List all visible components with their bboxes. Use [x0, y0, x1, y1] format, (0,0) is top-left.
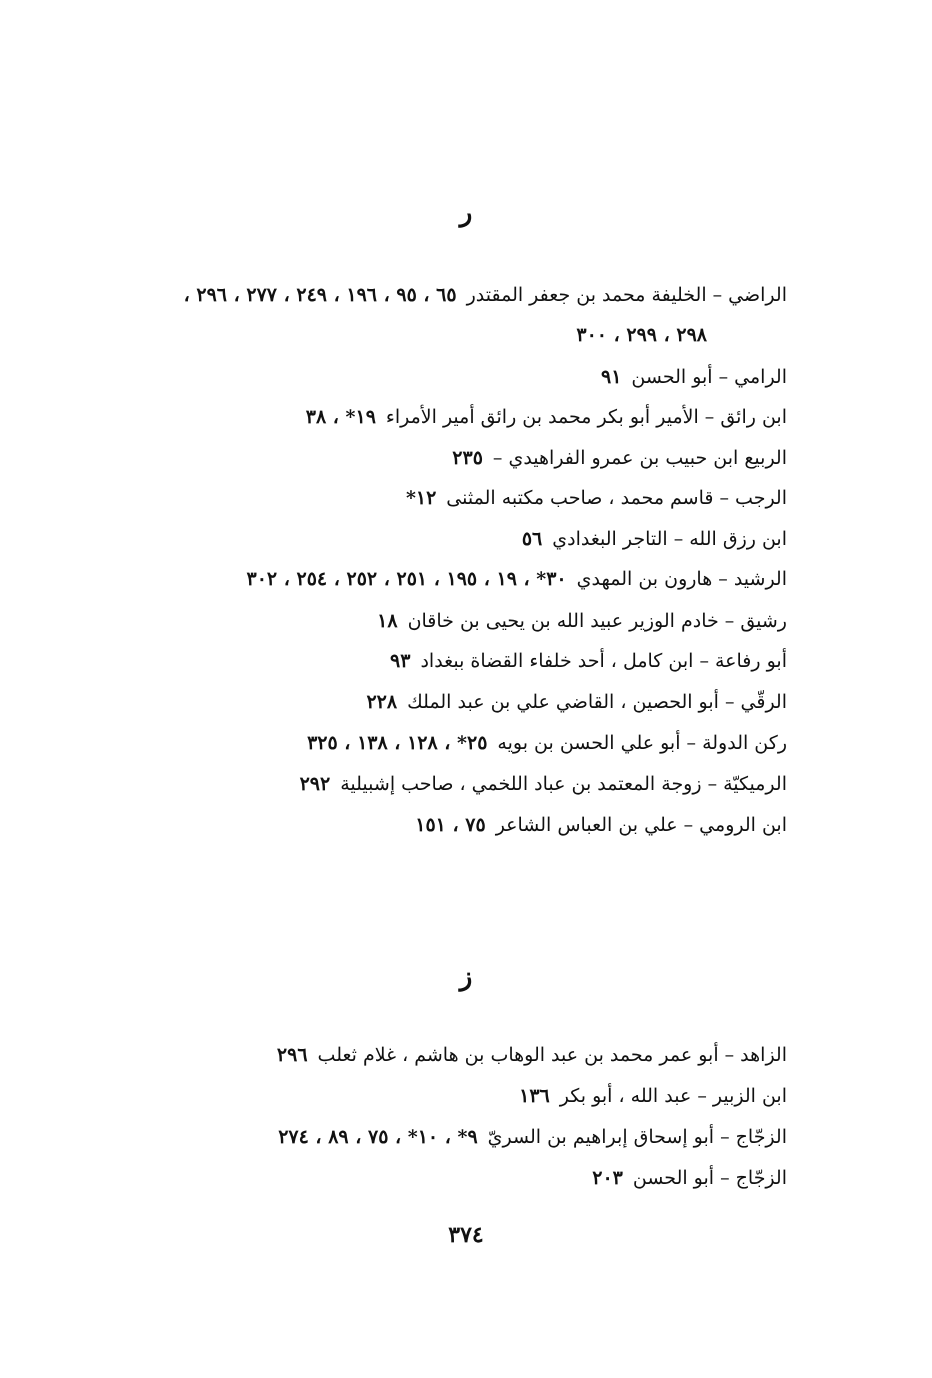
- page-number: ٣٧٤: [448, 1222, 484, 1248]
- index-entry: ابن الرومي – علي بن العباس الشاعر٧٥ ، ١٥١: [415, 814, 787, 836]
- index-entry: ابن رائق – الأمير أبو بكر محمد بن رائق أمير الأمراء١٩* ، ٣٨: [305, 406, 787, 428]
- index-entry: الزاهد – أبو عمر محمد بن عبد الوهاب بن هاشم ، غلام ثعلب٢٩٦: [276, 1044, 787, 1066]
- index-entry: ابن رزق الله – التاجر البغدادي٥٦: [521, 528, 787, 550]
- index-entry: الرقّي – أبو الحصين ، القاضي علي بن عبد الملك٢٢٨: [366, 691, 787, 713]
- index-entry-continuation: ٢٩٨ ، ٢٩٩ ، ٣٠٠: [576, 324, 707, 346]
- index-entry: الرجب – قاسم محمد ، صاحب مكتبه المثنى١٢*: [405, 487, 787, 509]
- index-entry: الزجّاج – أبو الحسن٢٠٣: [592, 1167, 787, 1189]
- index-entry: الزجّاج – أبو إسحاق إبراهيم بن السريّ٩* ، ١٠* ، ٧٥ ، ٨٩ ، ٢٧٤: [278, 1126, 787, 1148]
- index-entry: أبو رفاعة – ابن كامل ، أحد خلفاء القضاة ببغداد٩٣: [390, 650, 787, 672]
- index-entry: رشيق – خادم الوزير عبيد الله بن يحيى بن خاقان١٨: [377, 610, 787, 632]
- index-entry: الراضي – الخليفة محمد بن جعفر المقتدر٦٥ ، ٩٥ ، ١٩٦ ، ٢٤٩ ، ٢٧٧ ، ٢٩٦ ،: [183, 284, 787, 306]
- section-letter-zay: ز: [459, 962, 473, 992]
- section-letter-ra: ر: [459, 198, 473, 228]
- index-entry: الرميكيّة – زوجة المعتمد بن عباد اللخمي ، صاحب إشبيلية٢٩٢: [299, 773, 787, 795]
- index-entry: ركن الدولة – أبو علي الحسن بن بويه٢٥* ، ١٢٨ ، ١٣٨ ، ٣٢٥: [307, 732, 787, 754]
- index-entry: الرشيد – هارون بن المهدي٣٠* ، ١٩ ، ١٩٥ ، ٢٥١ ، ٢٥٢ ، ٢٥٤ ، ٣٠٢: [246, 568, 787, 590]
- index-entry: الرامي – أبو الحسن٩١: [600, 366, 787, 388]
- index-entry: الربيع ابن حبيب بن عمرو الفراهيدي –٢٣٥: [452, 447, 787, 469]
- index-entry: ابن الزبير – عبد الله ، أبو بكر١٣٦: [519, 1085, 787, 1107]
